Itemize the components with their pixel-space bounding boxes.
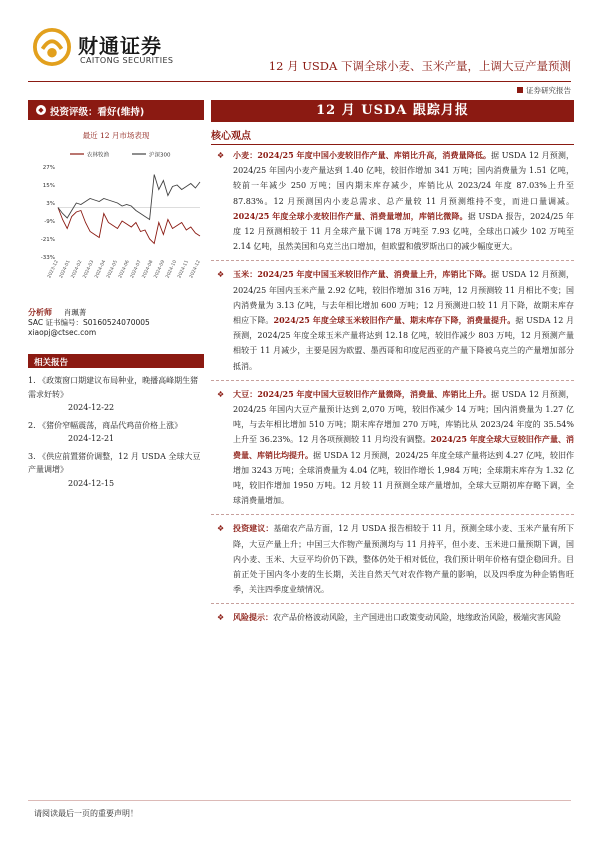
report-type-tag: [517, 85, 571, 96]
x-tick-label: 2024-10: [165, 259, 179, 280]
rating-label: 投资评级：看好(维持): [50, 107, 145, 118]
x-tick-label: 2024-11: [177, 259, 190, 280]
market-performance-chart: [28, 145, 204, 297]
core-paragraph: [211, 148, 574, 254]
highlight-text: 2024/25 年度全球玉米较旧作产量、期末库存下降，消费量提升。: [273, 315, 516, 326]
report-type-label: 证券研究报告: [526, 86, 571, 95]
highlight-text: 投资建议：: [233, 523, 274, 534]
section-divider: [211, 260, 574, 261]
x-tick-label: 2024-12: [189, 259, 202, 280]
related-report-title[interactable]: 1. 《政策窗口期建议布局种业，晚播高峰期生猪需求好转》: [28, 376, 199, 399]
core-views-heading: 核心观点: [211, 127, 574, 145]
related-report-title[interactable]: 2. 《猪价窄幅震荡，商品代鸡苗价格上涨》: [28, 420, 183, 430]
rating-icon: ◆: [36, 105, 46, 115]
core-paragraph: [211, 521, 574, 597]
body-text: 据 USDA 12 月预测，2024/25 年度全球玉米产量将达到 12.18 亿吨，较旧作减少 803 万吨，12 月预测产量相较于 11 月减少，主要是因为欧盟、墨西哥和印度尼西亚的产量下降被乌克兰的产量增加部分抵消。: [233, 316, 574, 371]
diamond-bullet-icon: ❖: [217, 613, 225, 623]
related-reports-header: 相关报告: [28, 354, 204, 368]
section-divider: [211, 380, 574, 381]
caitong-logo-icon: [33, 28, 71, 66]
highlight-text: 玉米：2024/25 年度中国玉米较旧作产量、消费量上升，库销比下降。: [233, 269, 492, 280]
highlight-text: 2024/25 年度全球大豆较旧作产量、消费量、库销比均提升。: [233, 434, 574, 460]
related-report-item[interactable]: [28, 419, 204, 446]
brand-name-cn: 财通证券: [78, 34, 162, 58]
core-paragraph: [211, 387, 574, 509]
report-headline: 12 月 USDA 下调全球小麦、玉米产量，上调大豆产量预测: [268, 59, 571, 73]
y-tick-label: -9%: [44, 219, 55, 225]
diamond-bullet-icon: ❖: [217, 524, 225, 534]
y-tick-label: 27%: [42, 165, 55, 171]
x-tick-label: 2024-05: [106, 259, 119, 280]
x-tick-label: 2024-04: [94, 259, 108, 280]
analyst-label: 分析师: [28, 307, 52, 317]
x-tick-label: 2024-03: [82, 259, 96, 280]
x-tick-label: 2024-07: [129, 259, 143, 280]
y-tick-label: -21%: [40, 237, 55, 243]
related-report-date: 2024-12-22: [68, 403, 115, 412]
highlight-text: 2024/25 年度全球小麦较旧作产量、消费量增加，库销比微降。: [233, 210, 468, 221]
sac-number: SAC 证书编号：S0160524070005: [28, 318, 150, 327]
legend-label: 农林牧渔: [87, 152, 110, 159]
series-line: [58, 175, 200, 220]
highlight-text: 风险提示：: [233, 612, 273, 623]
legend-label: 沪深300: [149, 152, 171, 159]
footer-divider: [28, 800, 571, 801]
core-paragraphs: [211, 145, 574, 626]
core-paragraph: [211, 610, 574, 625]
highlight-text: 大豆：2024/25 年度中国大豆较旧作产量微降，消费量、库销比上升。: [233, 388, 492, 399]
x-tick-label: 2024-01: [58, 259, 72, 280]
x-tick-label: 2023-12: [47, 259, 60, 280]
header-divider: [28, 81, 571, 82]
y-tick-label: -33%: [40, 255, 55, 261]
body-text: 农产品价格波动风险，主产国进出口政策变动风险，地缘政治风险，极端灾害风险: [273, 613, 561, 623]
body-text: 据 USDA 12 月预测，2024/25 年国内大豆产量预计达到 2,070 万吨，较旧作减少 14 万吨；国内消费量为 1.27 亿吨，与去年相比增加 510 万吨；期末库存增加 270 万吨，库销比从 2023/24 年度的 35.54%上升至 36.23%。12 月各项预测较 11 月均没有调整。: [233, 389, 574, 445]
diamond-bullet-icon: ❖: [217, 389, 225, 399]
related-report-date: 2024-12-15: [68, 478, 115, 488]
body-text: 据 USDA 12 月预测，2024/25 年国内小麦产量达到 1.40 亿吨，较旧作增加 341 万吨；国内消费量为 1.51 亿吨，较前一年减少 250 万吨；国内期末库存减少，库销比从 2023/24 年度 87.03%上升至 87.83%。12 月预测国内小麦总需求、总产量较 11 月预测维持不变，而进口量调减。: [233, 151, 574, 206]
analyst-email[interactable]: xiaopj@ctsec.com: [28, 328, 97, 337]
brand-name-en: CAITONG SECURITIES: [80, 56, 174, 65]
x-tick-label: 2024-08: [141, 259, 155, 280]
body-text: 基础农产品方面，12 月 USDA 报告相较于 11 月，预测全球小麦、玉米产量有所下降，大豆产量上升；中国三大作物产量预测均与 11 月持平，但小麦、玉米进口量预期下调，国内小麦、玉米、大豆平均价仍下跌，整体仍处于相对低位，我们预计明年价格有望企稳回升。目前正处于国内冬小麦的生长期，关注自然天气对农作物产量的影响，以及四季度为种企销售旺季，关注四季度业绩情况。: [233, 524, 574, 595]
page-header: [0, 0, 595, 100]
rating-bar: [28, 100, 204, 120]
body-text: 据 USDA 12 月预测，2024/25 年度全球产量将达到 4.27 亿吨，较旧作增加 3243 万吨；全球消费量为 4.04 亿吨，较旧作增长 1,984 万吨；全球期末库存为 1.32 亿吨，较旧作增加 1950 万吨。12 月较 11 月预测全球产量增加，全球大豆期初库存略下调，全球消费量增加。: [233, 450, 574, 506]
main-content: [211, 100, 574, 626]
diamond-bullet-icon: ❖: [217, 270, 225, 280]
square-bullet-icon: [517, 87, 523, 93]
y-tick-label: 3%: [46, 201, 55, 207]
analyst-name: 肖珮菁: [63, 308, 87, 317]
series-line: [58, 208, 200, 244]
core-paragraph: [211, 267, 574, 373]
section-divider: [211, 514, 574, 515]
x-tick-label: 2024-09: [153, 259, 167, 280]
footer-notice: 请阅读最后一页的重要声明！: [34, 809, 138, 818]
x-tick-label: 2024-06: [118, 259, 131, 280]
chart-title: 最近 12 月市场表现: [82, 131, 150, 140]
chart-svg: [28, 145, 204, 297]
body-text: 据 USDA 12 月预测，2024/25 年国内玉米产量 2.92 亿吨，较旧作增加 316 万吨，12 月预测较 11 月相比不变；国内消费量为 3.13 亿吨，与去年相比增加 600 万吨；12 月预测进口较 11 月下降，故期末库存相应下降。: [233, 270, 574, 326]
related-report-item[interactable]: [28, 450, 204, 491]
diamond-bullet-icon: ❖: [217, 151, 225, 160]
section-divider: [211, 603, 574, 604]
related-report-title[interactable]: 3. 《供应前置猪价调整，12 月 USDA 全球大豆产量调增》: [28, 451, 201, 474]
related-reports-list: [28, 374, 204, 490]
report-title: 12 月 USDA 跟踪月报: [211, 100, 574, 122]
related-report-date: 2024-12-21: [68, 434, 115, 443]
analyst-block: [28, 307, 204, 338]
x-tick-label: 2024-02: [70, 259, 84, 280]
related-report-item[interactable]: [28, 374, 204, 415]
body-text: 据 USDA 报告，2024/25 年度 12 月预测相较于 11 月全球产量下调 178 万吨至 7.93 亿吨，全球出口减少 102 万吨至 2.14 亿吨，虽然美国和乌克兰出口增加，但欧盟和俄罗斯出口的减少幅度更大。: [233, 211, 575, 252]
left-sidebar: [28, 100, 204, 494]
highlight-text: 小麦：2024/25 年度中国小麦较旧作产量、库销比升高，消费量降低。: [233, 150, 492, 160]
y-tick-label: 15%: [42, 183, 55, 189]
